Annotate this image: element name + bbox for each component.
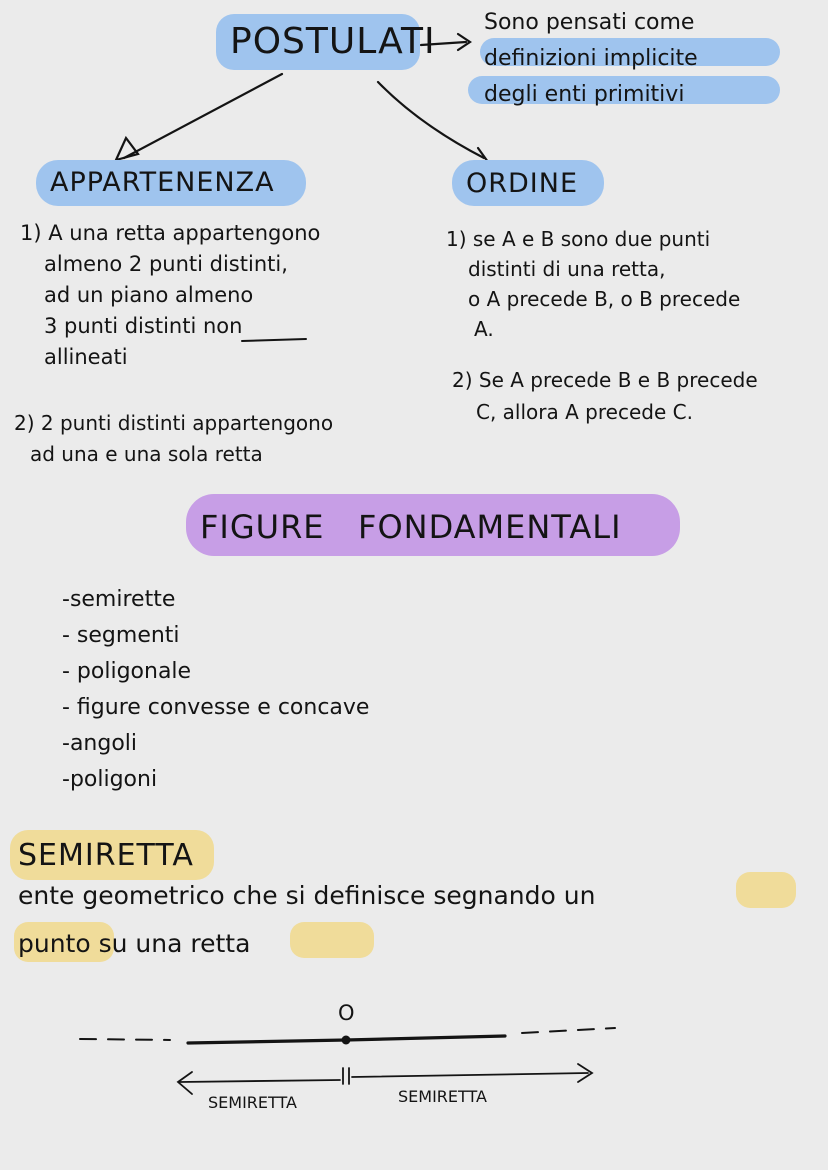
figure-item-poligoni: -poligoni <box>62 767 158 792</box>
definition-line-1-text: ente geometrico che si definisce segnando <box>18 881 564 910</box>
dashed-line-left <box>80 1039 170 1040</box>
semiretta-definition <box>18 872 595 968</box>
ordine-item-1 <box>446 224 740 344</box>
left-arrow <box>180 1080 340 1082</box>
figure-item-semirette: -semirette <box>62 587 176 612</box>
figure-item-convesse-concave: - figure convesse e concave <box>62 695 370 720</box>
ordine-2-line-2: C, allora A precede C. <box>476 400 693 424</box>
appartenenza-1-line-3: ad un piano almeno <box>44 283 254 307</box>
ordine-2-line-1: 2) Se A precede B e B precede <box>452 368 758 392</box>
note-line-2: definizioni implicite <box>484 46 698 71</box>
figure-list <box>62 582 369 798</box>
figure-fondamentali-title: FIGURE FONDAMENTALI <box>200 508 622 546</box>
appartenenza-1-line-1: 1) A una retta appartengono <box>20 221 321 245</box>
definition-word-un: un <box>563 881 596 910</box>
postulati-title: POSTULATI <box>230 21 436 62</box>
definition-line-2-text: su una <box>90 929 191 958</box>
arrow-to-appartenenza <box>116 74 282 160</box>
point-o-label: O <box>338 1001 355 1025</box>
figure-item-angoli: -angoli <box>62 731 138 756</box>
dashed-line-right <box>522 1028 615 1033</box>
figure-item-segmenti: - segmenti <box>62 623 180 648</box>
definition-line-1 <box>18 872 595 920</box>
definition-word-punto: punto <box>18 929 91 958</box>
divider-tick <box>343 1068 349 1084</box>
appartenenza-1-line-4 <box>20 311 320 342</box>
ordine-1-line-2: distinti di una retta, <box>468 257 666 281</box>
appartenenza-2-line-1: 2) 2 punti distinti appartengono <box>14 411 334 435</box>
point-o <box>342 1036 351 1045</box>
note-line-1: Sono pensati come <box>484 10 695 35</box>
figure-item-poligonale: - poligonale <box>62 659 192 684</box>
semiretta-diagram <box>80 1028 615 1094</box>
postulati-note <box>484 5 698 113</box>
appartenenza-1-line-4-pre: 3 punti distinti <box>44 314 203 338</box>
right-arrow <box>352 1073 588 1077</box>
appartenenza-title: APPARTENENZA <box>50 167 275 198</box>
semiretta-title: SEMIRETTA <box>18 838 194 873</box>
left-semiretta-label: SEMIRETTA <box>208 1093 297 1112</box>
ordine-item-2 <box>452 364 758 428</box>
appartenenza-item-2 <box>14 408 333 470</box>
appartenenza-2-line-2: ad una e una sola retta <box>30 442 263 466</box>
appartenenza-1-line-5: allineati <box>44 345 128 369</box>
appartenenza-1-line-2: almeno 2 punti distinti, <box>44 252 288 276</box>
un-highlight <box>736 872 796 908</box>
definition-line-2 <box>18 920 595 968</box>
appartenenza-item-1 <box>20 218 320 373</box>
ordine-1-line-1: 1) se A e B sono due punti <box>446 227 711 251</box>
ordine-1-line-4: A. <box>474 317 494 341</box>
note-line-3: degli enti primitivi <box>484 82 685 107</box>
right-semiretta-label: SEMIRETTA <box>398 1087 487 1106</box>
non-word: non <box>202 314 243 338</box>
definition-word-retta: retta <box>190 929 251 958</box>
ordine-1-line-3: o A precede B, o B precede <box>468 287 741 311</box>
ordine-title: ORDINE <box>466 168 579 199</box>
